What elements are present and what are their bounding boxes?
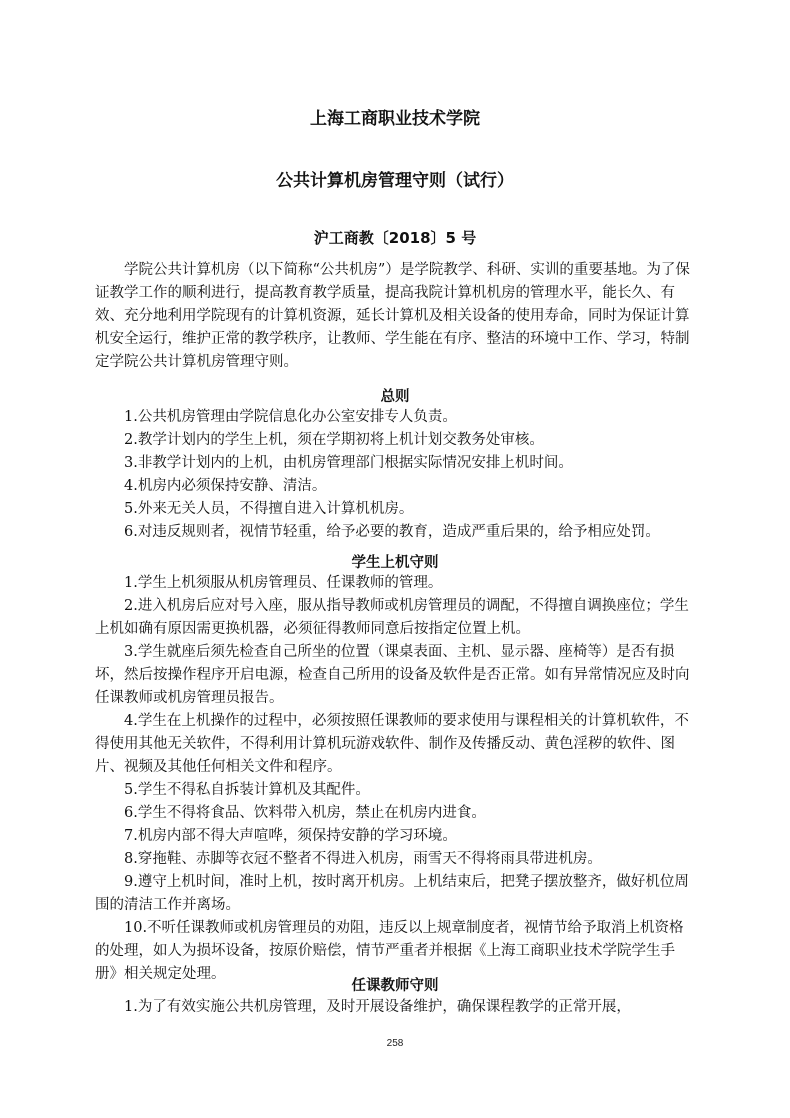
document-title: 公共计算机房管理守则（试行） (276, 171, 514, 191)
list-item: 2.教学计划内的学生上机，须在学期初将上机计划交教务处审核。 (124, 432, 544, 448)
general-list (95, 406, 695, 544)
list-item: 1.公共机房管理由学院信息化办公室安排专人负责。 (124, 409, 457, 425)
list-item: 9.遵守上机时间，准时上机，按时离开机房。上机结束后，把凳子摆放整齐，做好机位周围的清洁工作并离场。 (95, 874, 689, 913)
list-item: 4.机房内必须保持安静、清洁。 (124, 478, 327, 494)
list-item: 7.机房内部不得大声喧哗，须保持安静的学习环境。 (124, 828, 457, 844)
teacher-list (95, 996, 695, 1019)
intro-text: 学院公共计算机房（以下简称“公共机房”）是学院教学、科研、实训的重要基地。为了保证教学工作的顺利进行，提高教育教学质量，提高我院计算机机房的管理水平，能长久、有效、充分地利用学院现有的计算机资源，延长计算机及相关设备的使用寿命，同时为保证计算机安全运行，维护正常的教学秩序，让教师、学生能在有序、整洁的环境中工作、学习，特制定学院公共计算机房管理守则。 (95, 262, 690, 370)
list-item: 2.进入机房后应对号入座，服从指导教师或机房管理员的调配，不得擅自调换座位；学生上机如确有原因需更换机器，必须征得教师同意后按指定位置上机。 (95, 598, 689, 637)
intro-paragraph (95, 259, 695, 374)
section-title-general: 总则 (380, 389, 410, 405)
list-item: 1.学生上机须服从机房管理员、任课教师的管理。 (124, 575, 443, 591)
list-item: 5.学生不得私自拆装计算机及其配件。 (124, 782, 370, 798)
list-item: 8.穿拖鞋、赤脚等衣冠不整者不得进入机房，雨雪天不得将雨具带进机房。 (124, 851, 602, 867)
document-number: 沪工商教〔2018〕5 号 (313, 229, 477, 247)
list-item: 4.学生在上机操作的过程中，必须按照任课教师的要求使用与课程相关的计算机软件，不得使用其他无关软件，不得利用计算机玩游戏软件、制作及传播反动、黄色淫秽的软件、图片、视频及其他任何相关文件和程序。 (95, 713, 689, 775)
list-item: 3.学生就座后须先检查自己所坐的位置（课桌表面、主机、显示器、座椅等）是否有损坏，然后按操作程序开启电源，检查自己所用的设备及软件是否正常。如有异常情况应及时向任课教师或机房管理员报告。 (95, 644, 690, 706)
student-list (95, 572, 695, 986)
section-title-student: 学生上机守则 (351, 555, 439, 571)
list-item: 6.学生不得将食品、饮料带入机房，禁止在机房内进食。 (124, 805, 486, 821)
list-item: 1.为了有效实施公共机房管理，及时开展设备维护，确保课程教学的正常开展， (124, 999, 631, 1015)
list-item: 10.不听任课教师或机房管理员的劝阻，违反以上规章制度者，视情节给予取消上机资格的处理，如人为损坏设备，按原价赔偿，情节严重者并根据《上海工商职业技术学院学生手册》相关规定处理。 (95, 920, 684, 982)
school-name: 上海工商职业技术学院 (310, 109, 480, 129)
section-title-teacher: 任课教师守则 (351, 978, 439, 994)
list-item: 6.对违反规则者，视情节轻重，给予必要的教育，造成严重后果的，给予相应处罚。 (124, 524, 660, 540)
page-number: 258 (386, 1038, 404, 1049)
list-item: 3.非教学计划内的上机，由机房管理部门根据实际情况安排上机时间。 (124, 455, 573, 471)
list-item: 5.外来无关人员，不得擅自进入计算机机房。 (124, 501, 414, 517)
